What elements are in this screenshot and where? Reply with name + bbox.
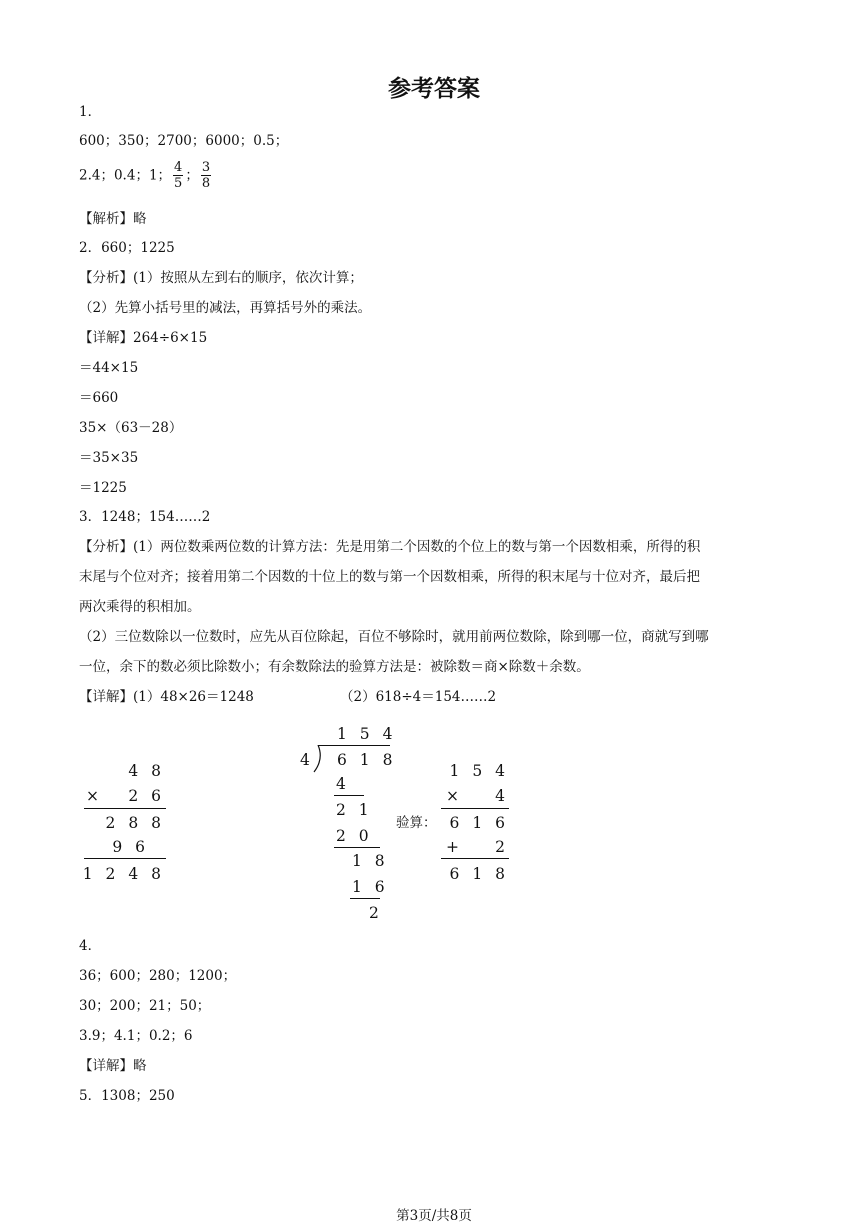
div-bracket: [312, 745, 324, 773]
q3-analysis1: 【分析】(1）两位数乘两位数的计算方法：先是用第二个因数的个位上的数与第一个因数相乘，所得的积: [79, 539, 701, 555]
q2-step5: ＝1225: [79, 480, 127, 496]
q2-step1: ＝44×15: [79, 360, 139, 376]
fraction-3-8: [201, 160, 211, 191]
div-step-4: 4: [336, 775, 350, 793]
q1-number: 1．: [79, 104, 102, 120]
page-footer: 第3页/共8页: [396, 1208, 472, 1224]
q3-analysis5: 一位，余下的数必须比除数小；有余数除法的验算方法是：被除数＝商×除数＋余数。: [79, 659, 590, 675]
div-rule-2: [334, 847, 380, 848]
q2-step2: ＝660: [79, 390, 119, 406]
mult-row-48: 4 8: [128, 762, 165, 780]
mult-row-1248: 1 2 4 8: [82, 865, 165, 883]
q4-row2: 30；200；21；50；: [79, 998, 211, 1014]
mult-row-96: 9 6: [112, 838, 149, 856]
q4-row3: 3.9；4.1；0.2；6: [79, 1028, 193, 1044]
fraction-denominator: 5: [174, 176, 183, 191]
q2-step4: ＝35×35: [79, 450, 139, 466]
div-remainder: 2: [369, 904, 383, 922]
q3-detail1: 【详解】(1）48×26＝1248: [79, 689, 254, 705]
check-label: 验算：: [396, 815, 437, 831]
q5-head: 5．1308；250: [79, 1088, 175, 1104]
q3-analysis2: 末尾与个位对齐；接着用第二个因数的十位上的数与第一个因数相乘，所得的积末尾与十位对齐，最后把: [79, 569, 700, 585]
div-step-21: 2 1: [336, 801, 373, 819]
mult-row-288: 2 8 8: [105, 814, 165, 832]
check-row-618: 6 1 8: [449, 865, 509, 883]
q3-head: 3．1248；154……2: [79, 509, 211, 525]
check-op-plus: +: [446, 838, 463, 856]
q1-row1: 600；350；2700；6000；0.5；: [79, 133, 289, 149]
div-step-20: 2 0: [336, 827, 373, 845]
check-rule-1: [441, 808, 509, 809]
fraction-numerator: 4: [174, 160, 183, 175]
fraction-numerator: 3: [201, 160, 211, 175]
mult-rule-2: [84, 858, 166, 859]
q2-analysis2: （2）先算小括号里的减法，再算括号外的乘法。: [79, 300, 372, 316]
check-row-2: 2: [495, 838, 509, 856]
q1-row2-prefix: 2.4；0.4；1；: [79, 167, 172, 184]
separator: ；: [185, 167, 199, 184]
q3-detail2: （2）618÷4＝154……2: [340, 689, 497, 705]
check-row-616: 6 1 6: [449, 814, 509, 832]
div-quotient: 1 5 4: [337, 725, 397, 743]
mult-operator: ×: [86, 787, 103, 805]
q1-analysis: 【解析】略: [79, 211, 147, 227]
div-dividend: 6 1 8: [337, 751, 397, 769]
q4-number: 4．: [79, 938, 102, 954]
q2-head: 2．660；1225: [79, 240, 175, 256]
div-step-18: 1 8: [352, 852, 389, 870]
q2-detail: 【详解】264÷6×15: [79, 330, 208, 346]
check-row-4: 4: [495, 787, 509, 805]
q2-step3: 35×（63－28）: [79, 420, 183, 436]
mult-row-26: 2 6: [128, 787, 165, 805]
q1-row2: [79, 160, 213, 191]
q3-analysis3: 两次乘得的积相加。: [79, 599, 201, 615]
div-step-16: 1 6: [352, 878, 389, 896]
div-rule-3: [350, 898, 380, 899]
div-top-rule: [318, 745, 390, 746]
q3-analysis4: （2）三位数除以一位数时，应先从百位除起，百位不够除时，就用前两位数除，除到哪一位，商就写到哪: [79, 629, 709, 645]
mult-rule-1: [84, 808, 166, 809]
page-title: 参考答案: [388, 75, 480, 102]
check-row-154: 1 5 4: [449, 762, 509, 780]
fraction-4-5: [173, 160, 183, 191]
div-divisor: 4: [300, 751, 314, 769]
div-rule-1: [334, 795, 364, 796]
q4-row1: 36；600；280；1200；: [79, 968, 237, 984]
fraction-denominator: 8: [201, 176, 211, 191]
q2-analysis1: 【分析】(1）按照从左到右的顺序，依次计算；: [79, 270, 363, 286]
check-rule-2: [441, 858, 509, 859]
q4-detail: 【详解】略: [79, 1058, 147, 1074]
check-op-times: ×: [446, 787, 463, 805]
